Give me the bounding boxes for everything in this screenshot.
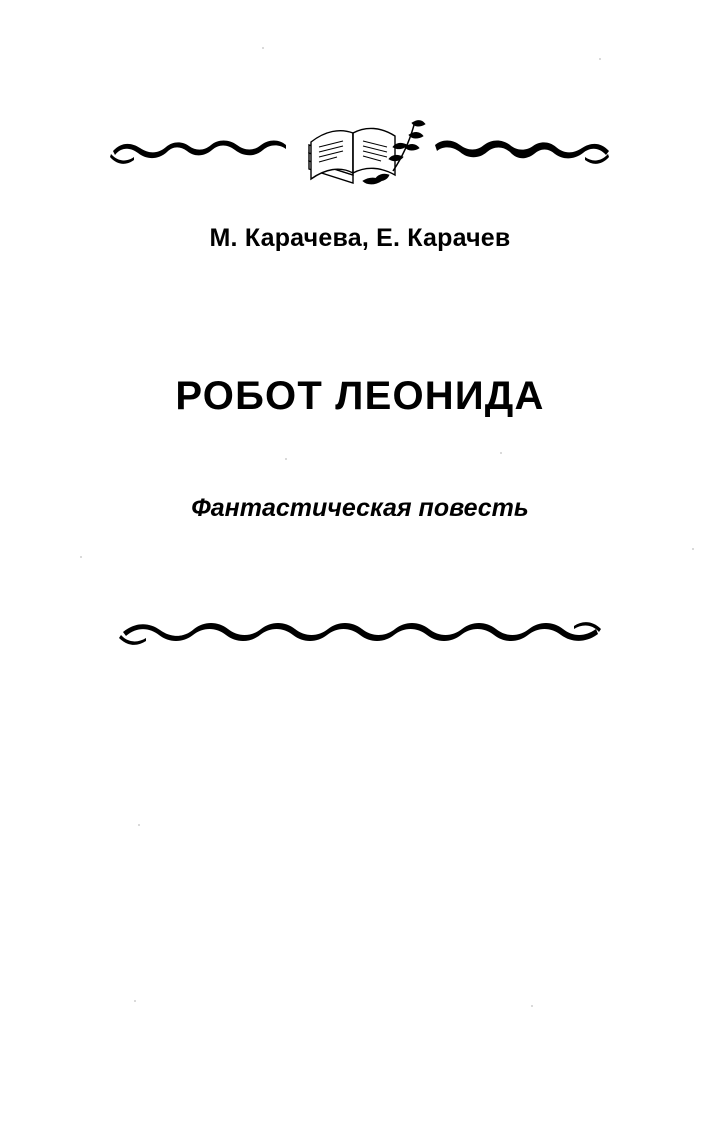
top-ornament-band xyxy=(0,95,720,200)
wave-ornament-icon xyxy=(109,128,289,168)
scan-speck xyxy=(500,452,502,454)
scan-speck xyxy=(138,824,140,826)
scan-speck xyxy=(531,1005,533,1007)
wave-ornament-icon xyxy=(115,610,605,650)
scan-speck xyxy=(599,58,601,60)
scan-speck xyxy=(285,458,287,460)
wave-ornament-icon xyxy=(432,128,612,168)
scan-speck xyxy=(134,1000,136,1002)
bottom-ornament-band xyxy=(0,600,720,660)
authors-line: М. Карачева, Е. Карачев xyxy=(209,224,511,252)
scan-speck xyxy=(80,556,82,558)
scan-speck xyxy=(262,47,264,49)
page-title: РОБОТ ЛЕОНИДА xyxy=(175,373,545,418)
subtitle-genre: Фантастическая повесть xyxy=(191,494,529,522)
open-book-icon xyxy=(293,95,428,200)
scan-speck xyxy=(692,548,694,550)
